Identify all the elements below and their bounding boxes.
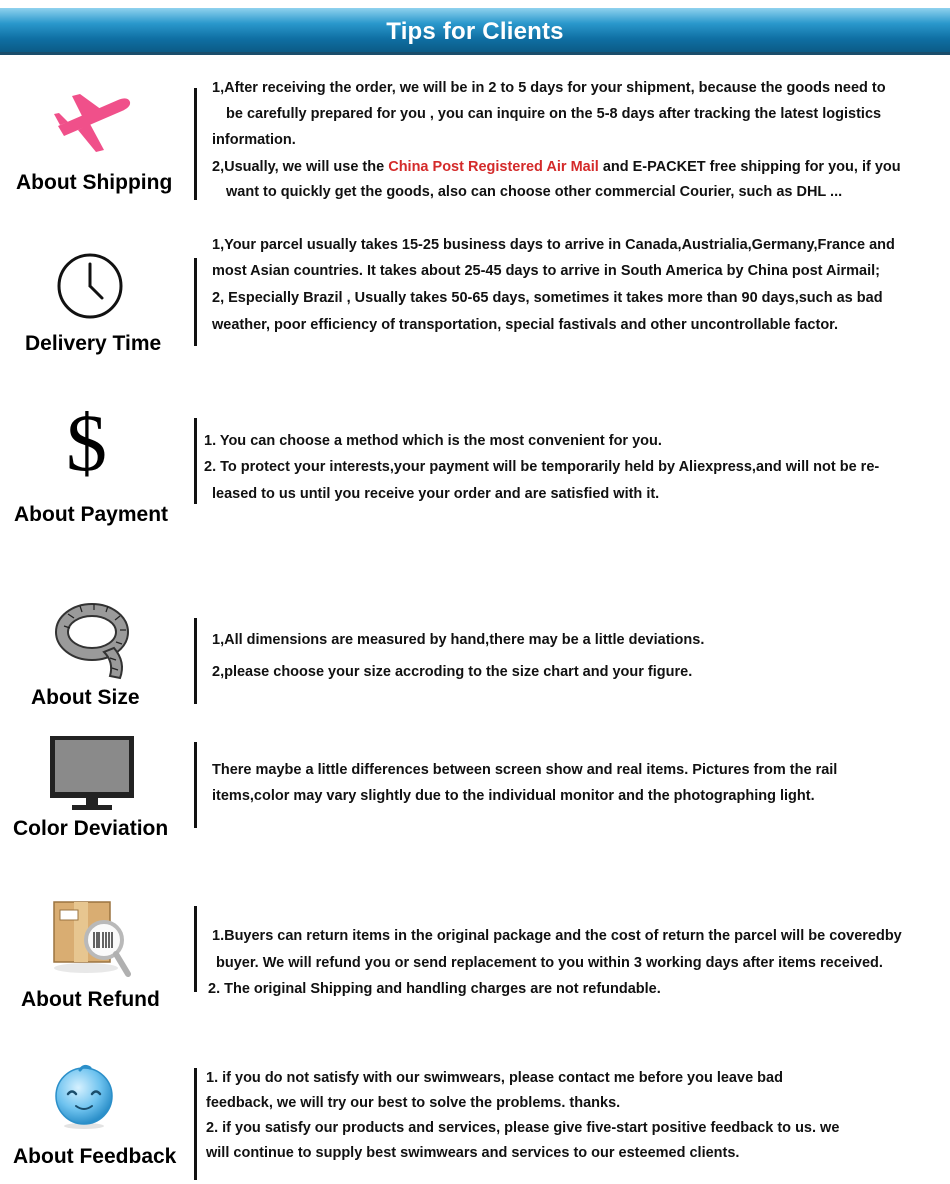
page-title: Tips for Clients bbox=[386, 18, 564, 45]
airplane-icon bbox=[52, 92, 132, 154]
header-banner bbox=[0, 8, 950, 55]
package-magnifier-icon bbox=[50, 896, 134, 980]
divider bbox=[194, 88, 197, 200]
delivery-label: Delivery Time bbox=[25, 332, 162, 355]
text-line: want to quickly get the goods, also can choose other commercial Courier, such as DHL ... bbox=[226, 184, 843, 200]
text-line: 1. You can choose a method which is the most convenient for you. bbox=[204, 433, 662, 449]
text-line bbox=[212, 159, 901, 175]
divider bbox=[194, 258, 197, 346]
clock-icon bbox=[56, 252, 124, 320]
text-line: 2. The original Shipping and handling charges are not refundable. bbox=[208, 981, 661, 997]
text-line: leased to us until you receive your order and are satisfied with it. bbox=[212, 486, 660, 502]
refund-label: About Refund bbox=[21, 988, 160, 1011]
text-line: information. bbox=[212, 132, 296, 148]
text-fragment: 2,Usually, we will use the bbox=[212, 159, 385, 175]
color-label: Color Deviation bbox=[13, 817, 169, 840]
divider bbox=[194, 418, 197, 504]
monitor-icon bbox=[48, 734, 136, 812]
text-line: 1,All dimensions are measured by hand,there may be a little deviations. bbox=[212, 632, 705, 648]
shipping-label: About Shipping bbox=[16, 171, 173, 194]
text-line: be carefully prepared for you , you can inquire on the 5-8 days after tracking the latest logistics bbox=[226, 106, 882, 122]
tape-measure-icon bbox=[50, 596, 136, 682]
text-line: 1.Buyers can return items in the original package and the cost of return the parcel will be coveredby bbox=[212, 928, 902, 944]
text-line: will continue to supply best swimwears and services to our esteemed clients. bbox=[206, 1145, 740, 1161]
text-line: most Asian countries. It takes about 25-45 days to arrive in South America by China post Airmail; bbox=[212, 263, 880, 279]
text-line: 1. if you do not satisfy with our swimwears, please contact me before you leave bad bbox=[206, 1070, 783, 1086]
text-line: 2. To protect your interests,your payment will be temporarily held by Aliexpress,and will not be re- bbox=[204, 459, 880, 475]
divider bbox=[194, 618, 197, 704]
text-line: buyer. We will refund you or send replacement to you within 3 working days after items received. bbox=[216, 955, 883, 971]
text-line: 1,After receiving the order, we will be in 2 to 5 days for your shipment, because the goods need to bbox=[212, 80, 886, 96]
divider bbox=[194, 1068, 197, 1180]
payment-label: About Payment bbox=[14, 503, 169, 526]
dollar-icon: $ bbox=[66, 397, 107, 488]
size-label: About Size bbox=[31, 686, 140, 709]
text-line: 2,please choose your size accroding to the size chart and your figure. bbox=[212, 664, 693, 680]
feedback-label: About Feedback bbox=[13, 1145, 177, 1168]
text-line: 2. if you satisfy our products and services, please give five-start positive feedback to us. we bbox=[206, 1120, 840, 1136]
text-line: weather, poor efficiency of transportation, special fastivals and other uncontrollable factor. bbox=[212, 317, 839, 333]
text-line: 1,Your parcel usually takes 15-25 business days to arrive in Canada,Austrialia,Germany,France and bbox=[212, 237, 895, 253]
text-line: 2, Especially Brazil , Usually takes 50-65 days, sometimes it takes more than 90 days,such as bad bbox=[212, 290, 883, 306]
smiley-face-icon bbox=[50, 1064, 118, 1130]
text-line: There maybe a little differences between screen show and real items. Pictures from the rail bbox=[212, 762, 838, 778]
china-post-highlight: China Post Registered Air Mail bbox=[388, 159, 599, 175]
text-fragment: and E-PACKET free shipping for you, if you bbox=[602, 159, 901, 175]
text-line: items,color may vary slightly due to the individual monitor and the photographing light. bbox=[212, 788, 815, 804]
text-line: feedback, we will try our best to solve the problems. thanks. bbox=[206, 1095, 621, 1111]
divider bbox=[194, 742, 197, 828]
divider bbox=[194, 906, 197, 992]
